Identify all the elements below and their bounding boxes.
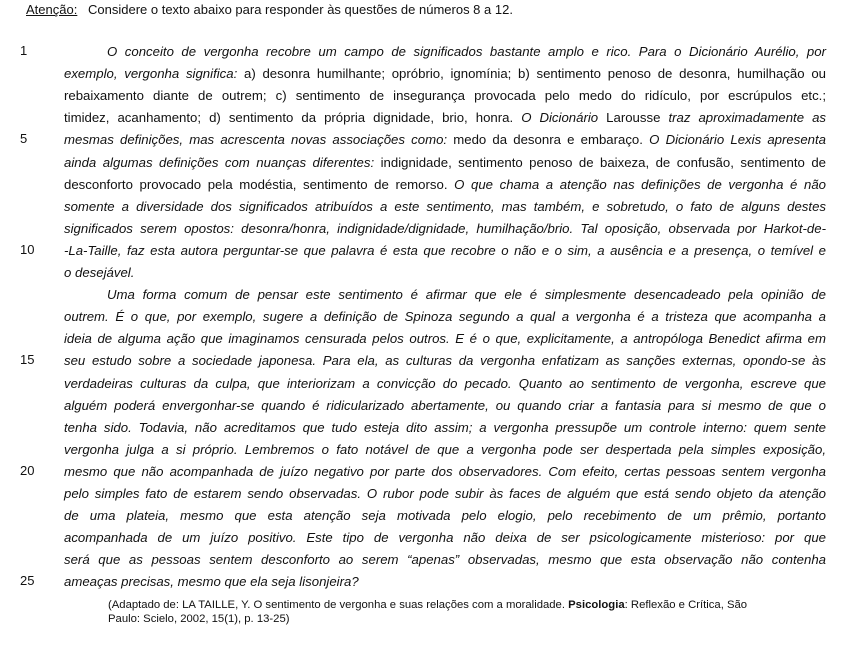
passage-line	[64, 507, 826, 524]
passage-segment: rebaixamento diante de outrem; c) sentimento de insegurança provocada pelo medo do ridículo, por escrúpulos etc.;	[64, 88, 826, 104]
passage-segment: ainda algumas definições com nuanças diferentes:	[64, 154, 375, 170]
passage-line	[64, 352, 826, 369]
passage-segment: verdadeiras culturas da culpa, que interiorizam a convicção do pecado. Quanto ao sentimento de vergonha, escreve que	[64, 375, 826, 391]
passage-segment: significados serem opostos: desonra/honra, indignidade/dignidade, humilhação/brio. Tal oposição, observada por Harkot-de-	[64, 220, 826, 236]
citation-part1: (Adaptado de: LA TAILLE, Y. O sentimento de vergonha e suas relações com a moralidade.	[108, 599, 569, 611]
line-number: 1	[20, 43, 28, 58]
passage-line	[64, 463, 826, 480]
passage-line	[64, 330, 826, 347]
passage-segment: será que as pessoas sentem desconforto ao serem “apenas” observadas, mesmo que esta observação não contenha	[64, 552, 826, 568]
attention-text: Considere o texto abaixo para responder às questões de números 8 a 12.	[88, 2, 513, 17]
passage-line	[64, 375, 826, 392]
passage-line	[64, 308, 826, 325]
passage-line	[64, 220, 826, 237]
line-number: 10	[20, 241, 35, 257]
passage-line	[107, 43, 826, 60]
passage-segment: seu estudo sobre a sociedade japonesa. Para ela, as culturas da vergonha enfatizam as sanções externas, opondo-se às	[64, 353, 826, 369]
passage-line	[64, 441, 826, 458]
passage-segment: Uma forma comum de pensar este sentimento é afirmar que ele é simplesmente desencadeado pela opinião de	[107, 287, 826, 303]
passage-line	[64, 109, 826, 126]
passage-segment: O Dicionário Lexis apresenta	[649, 132, 827, 148]
passage-line	[64, 154, 826, 171]
passage-segment: o desejável.	[64, 265, 135, 280]
passage-segment: acompanhada de um juízo positivo. Este tipo de vergonha não deixa de ser psicologicamente misterioso: por que	[64, 530, 826, 546]
passage-segment: traz aproximadamente as	[660, 110, 826, 126]
source-citation	[108, 598, 830, 626]
passage-line	[64, 131, 826, 148]
passage-line	[64, 65, 826, 82]
passage-line	[64, 176, 826, 193]
line-number: 15	[20, 352, 35, 368]
passage-line	[64, 397, 826, 414]
passage-segment: pelo simples fato de estarem sendo observadas. O rubor pode subir às faces de alguém que está sendo objeto da atenção	[64, 486, 826, 501]
passage-segment: de uma plateia, mesmo que esta atenção seja motivada pelo elogio, pelo recebimento de um prêmio, portanto	[64, 508, 826, 524]
passage-line	[64, 485, 826, 502]
passage-segment: outrem. É o que, por exemplo, sugere a definição de Spinoza segundo a qual a vergonha é a tristeza que acompanha a	[64, 309, 826, 325]
passage-segment: O Dicionário	[521, 110, 607, 126]
passage-segment: vergonha julga a si próprio. Lembremos o fato notável de que a vergonha pode ser despertada pela simples exposição,	[64, 441, 826, 457]
passage-segment: mesmas definições, mas acrescenta novas associações como:	[64, 132, 448, 148]
passage-segment: -La-Taille, faz esta autora perguntar-se que palavra é esta que recobre o não e o sim, a ausência e a presença, o temível e	[64, 242, 826, 258]
passage-segment: O conceito de vergonha recobre um campo de significados bastante amplo e rico. Para o Dicionário Aurélio, por	[107, 44, 826, 59]
citation-part2: : Reflexão e Crítica, São	[624, 599, 748, 611]
passage-segment: a) desonra humilhante; opróbrio, ignomínia; b) sentimento penoso de desonra, humilhação ou	[237, 66, 826, 82]
passage-segment: indignidade, sentimento penoso de baixeza, de confusão, sentimento de	[374, 154, 826, 170]
line-number: 25	[20, 573, 35, 589]
passage-segment: timidez, acanhamento; d) sentimento da própria dignidade, brio, honra.	[64, 110, 522, 126]
passage-segment: Larousse	[606, 110, 661, 126]
passage-segment: somente a diversidade dos significados atribuídos a este sentimento, mas também, e sobretudo, o fato de alguns destes	[64, 198, 826, 214]
passage-line	[107, 286, 826, 303]
attention-header	[26, 2, 513, 17]
passage-segment: ideia de alguma ação que imaginamos censurada pelos outros. E é o que, explicitamente, a antropóloga Benedict afirma em	[64, 331, 826, 347]
attention-label: Atenção:	[26, 2, 78, 17]
passage-segment: O que chama a atenção nas definições de vergonha é não	[454, 176, 826, 192]
line-number: 5	[20, 131, 28, 147]
passage-segment: tenha sido. Todavia, não acreditamos que tudo esteja dito assim; a vergonha pressupõe um controle interno: quem sente	[64, 419, 826, 435]
passage-segment: exemplo, vergonha significa:	[64, 66, 238, 82]
passage-line	[64, 419, 826, 436]
passage-line	[64, 198, 826, 215]
passage-line	[64, 529, 826, 546]
line-number: 20	[20, 462, 35, 478]
citation-journal: Psicologia	[568, 599, 625, 611]
citation-line2: Paulo: Scielo, 2002, 15(1), p. 13-25)	[108, 613, 290, 625]
passage-segment: mesmo que não acompanhada de juízo negativo por parte dos observadores. Com efeito, certas pessoas sentem vergonha	[64, 463, 826, 479]
passage-line	[64, 87, 826, 104]
passage-segment: alguém poderá envergonhar-se quando é ridicularizado abertamente, ou quando criar a fantasia para si mesmo de que o	[64, 397, 826, 413]
passage-segment: medo da desonra e embaraço.	[447, 132, 650, 148]
passage-line	[64, 264, 826, 281]
passage-line	[64, 242, 826, 259]
passage-line	[64, 573, 826, 590]
passage-line	[64, 551, 826, 568]
passage-segment: ameaças precisas, mesmo que ela seja lisonjeira?	[64, 574, 359, 590]
passage-segment: desconforto provocado pela modéstia, sentimento de remorso.	[64, 176, 455, 192]
